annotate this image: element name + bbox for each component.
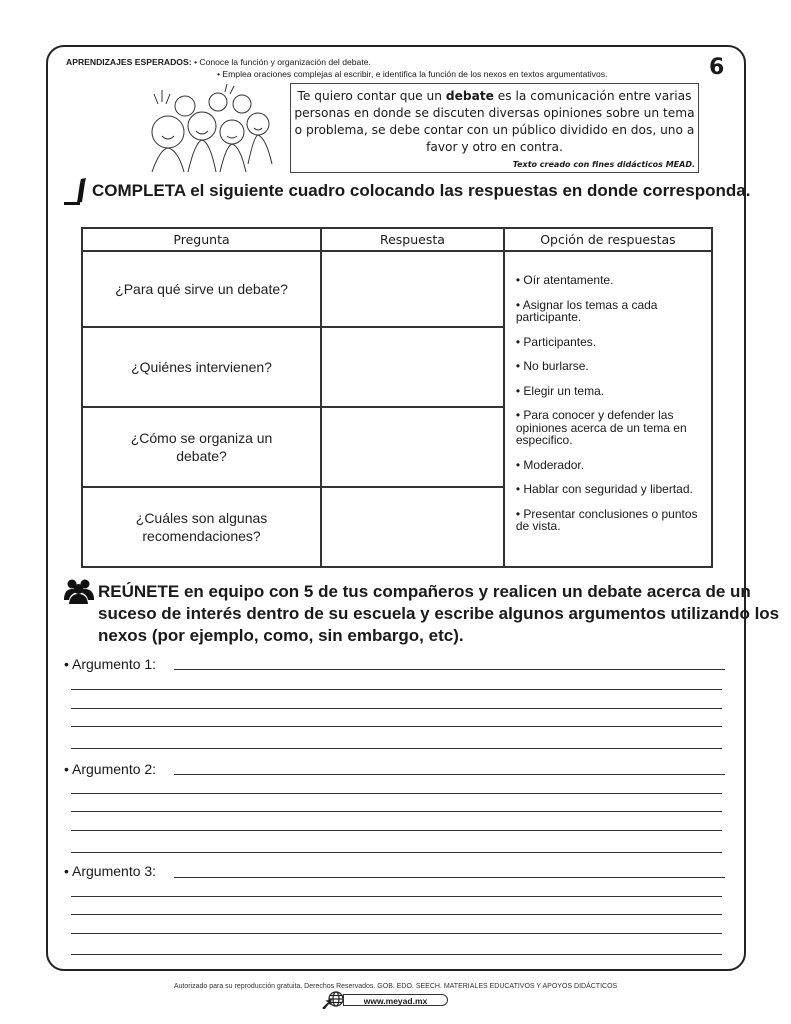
expected-learning [66,57,607,80]
expected-learning-item: • Conoce la función y organización del debate. [193,57,371,67]
table-row [82,251,712,327]
activity1-keyword: COMPLETA [92,181,186,200]
website-link[interactable]: www.meyad.mx [343,994,448,1006]
activity2-instruction: REÚNETE en equipo con 5 de tus compañeros y realicen un debate acerca de un suceso de interés dentro de su escuela y escribe algunos argumentos utilizando los nexos (por ejemplo, como, sin embargo, etc). [98,582,780,645]
page-number: 6 [709,55,725,80]
answer-option: • Oír atentamente. [515,273,614,287]
argument-2-input-line[interactable] [174,774,725,775]
answer-option: • Participantes. [515,334,597,349]
writing-line[interactable] [71,811,722,812]
answer-option: • Elegir un tema. [515,383,605,398]
answer-option: • Para conocer y defender las opiniones acerca de un tema en especifico. [515,408,687,447]
highlighted-word: debate [445,89,494,103]
question-cell: ¿Cuáles son algunas recomendaciones? [82,487,321,567]
writing-line[interactable] [71,896,722,897]
question-cell: ¿Cómo se organiza un debate? [82,407,321,487]
argument-1-label: • Argumento 1: [64,656,157,672]
argument-2-label: • Argumento 2: [64,761,157,777]
writing-line[interactable] [71,954,722,955]
activity2-keyword: REÚNETE [98,582,180,601]
debate-definition-box: Te quiero contar que un debate es la comunicación entre varias personas en donde se discuten diversas opiniones sobre un tema o problema, se debe contar con un público dividido en dos, uno a favor y otro en contra. Texto creado con fines didácticos MEAD. [290,83,699,173]
writing-line[interactable] [71,726,722,727]
group-people-icon [64,578,94,604]
answer-cell[interactable] [321,327,504,407]
group-of-children-illustration [140,84,280,174]
text-credit: Texto creado con fines didácticos MEAD. [512,160,695,169]
question-cell: ¿Quiénes intervienen? [82,327,321,407]
column-header-answer: Respuesta [321,228,504,251]
argument-3-input-line[interactable] [174,877,725,878]
expected-learning-label: APRENDIZAJES ESPERADOS: [66,57,192,67]
writing-line[interactable] [71,852,722,853]
answer-option: • No burlarse. [515,359,589,373]
globe-cursor-icon [322,991,344,1009]
expected-learning-item: • Emplea oraciones complejas al escribir, e identifica la función de los nexos en textos argumentativos. [217,68,608,79]
activity1-instruction: COMPLETA el siguiente cuadro colocando las respuestas en donde corresponda. [92,181,751,200]
copyright-notice: Autorizado para su reproducción gratuita. Derechos Reservados. GOB. EDO. SEECH. MATERIALES EDUCATIVOS Y APOYOS DIDÁCTICOS [173,983,618,990]
question-cell: ¿Para qué sirve un debate? [82,251,321,327]
writing-line[interactable] [71,830,722,831]
answer-option: • Asignar los temas a cada participante. [515,297,658,324]
column-header-options: Opción de respuestas [504,228,712,251]
answer-options-cell [504,251,712,567]
column-header-question: Pregunta [82,228,321,251]
argument-1-input-line[interactable] [174,669,725,670]
writing-line[interactable] [71,914,722,915]
answer-cell[interactable] [321,251,504,327]
debate-table [81,227,713,568]
writing-line[interactable] [71,689,722,690]
answer-option: • Presentar conclusiones o puntos de vista. [515,506,698,533]
answer-option: • Moderador. [515,457,585,472]
answer-cell[interactable] [321,407,504,487]
answer-option: • Hablar con seguridad y libertad. [515,482,693,496]
argument-3-label: • Argumento 3: [64,863,157,879]
writing-line[interactable] [71,793,722,794]
writing-line[interactable] [71,933,722,934]
writing-line[interactable] [71,748,722,749]
answer-cell[interactable] [321,487,504,567]
writing-line[interactable] [71,708,722,709]
pencil-icon [63,178,93,206]
